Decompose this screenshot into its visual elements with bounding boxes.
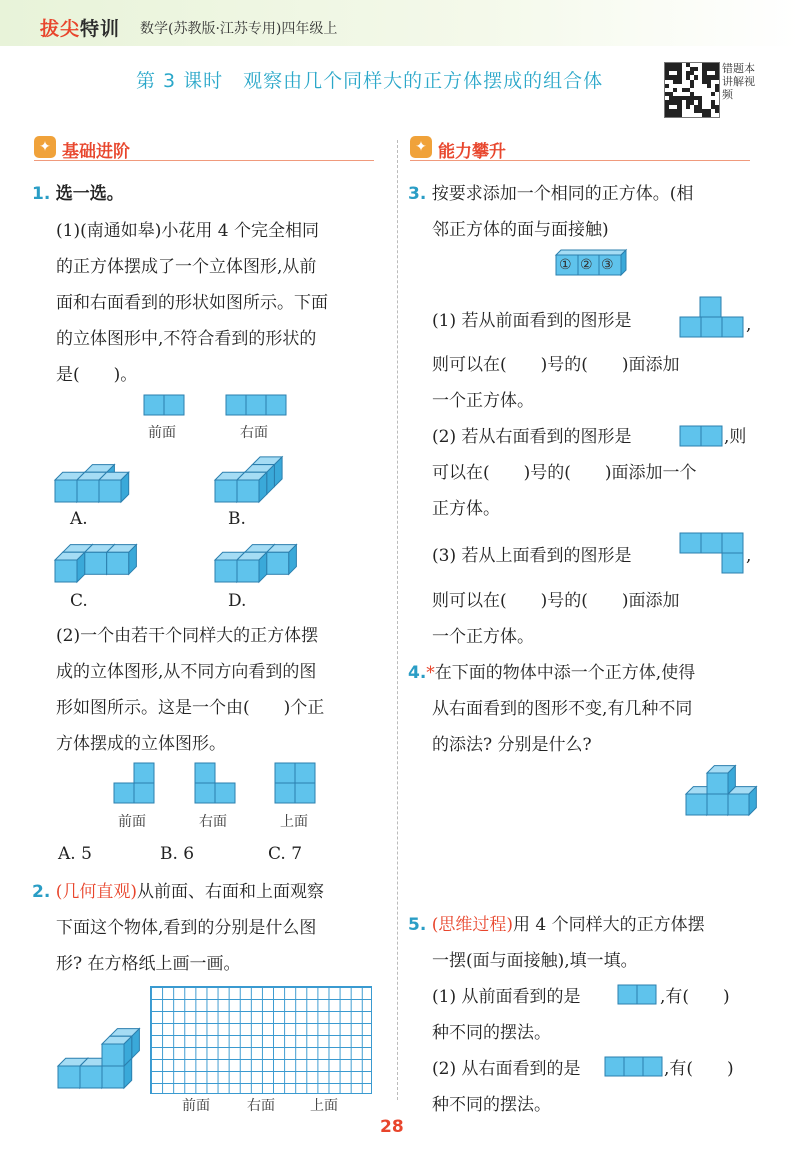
q3-p3-line: (3) 若从上面看到的图形是 (432, 546, 632, 566)
q5-p1-line: (1) 从前面看到的是 (432, 987, 581, 1007)
q5-p1-line: 种不同的摆法。 (432, 1023, 551, 1043)
cube-number-3: ③ (601, 257, 614, 273)
section-title-advanced: 能力攀升 (438, 142, 506, 162)
q1-p1-line: 的正方体摆成了一个立体图形,从前 (56, 257, 317, 277)
q4-line: 从右面看到的图形不变,有几种不同 (432, 699, 693, 719)
book-subject: 数学(苏教版·江苏专用)四年级上 (140, 21, 338, 37)
question-1-heading: 1. 选一选。 (32, 184, 124, 204)
qr-label: 错题本讲解视频 (722, 62, 755, 101)
q2-line: 形? 在方格纸上画一画。 (56, 954, 241, 974)
option-label[interactable]: A. 5 (58, 844, 92, 864)
q3-line: 邻正方体的面与面接触) (432, 220, 609, 240)
q5-p2-line: (2) 从右面看到的是 (432, 1059, 581, 1079)
question-3-line: 3. 按要求添加一个相同的正方体。(相 (408, 184, 694, 204)
view-label: 前面 (118, 814, 146, 830)
q1-p1-line: 的立体图形中,不符合看到的形状的 (56, 329, 317, 349)
brand-logo: 拔尖特训 (40, 18, 121, 40)
view-label: 右面 (240, 425, 268, 441)
question-4-line: 4.*在下面的物体中添一个正方体,使得 (408, 663, 696, 683)
q1-p1-line: 面和右面看到的形状如图所示。下面 (56, 293, 328, 313)
q3-p3-line: 一个正方体。 (432, 627, 534, 647)
option-label[interactable]: B. 6 (160, 844, 195, 864)
q1-answer-blank[interactable]: 是( )。 (56, 365, 138, 385)
q5-p1-blank[interactable]: ,有( ) (660, 987, 730, 1007)
grid-label: 右面 (247, 1098, 275, 1114)
option-label[interactable]: C. (70, 591, 88, 611)
comma: ,则 (724, 427, 747, 447)
section-title-basic: 基础进阶 (62, 142, 130, 162)
cube-number-2: ② (580, 257, 593, 273)
view-label: 上面 (280, 814, 308, 830)
comma: , (746, 315, 752, 335)
q3-p1-line: (1) 若从前面看到的图形是 (432, 311, 632, 331)
q1-p2-line: (2)一个由若干个同样大的正方体摆 (56, 626, 319, 646)
q1-p2-line: 方体摆成的立体图形。 (56, 734, 226, 754)
cube-number-1: ① (559, 257, 572, 273)
lesson-title: 第 3 课时 观察由几个同样大的正方体摆成的组合体 (136, 70, 604, 92)
option-label[interactable]: A. (70, 509, 88, 529)
question-5-line: 5. (思维过程)用 4 个同样大的正方体摆 (408, 915, 705, 935)
q3-p3-line[interactable]: 则可以在( )号的( )面添加 (432, 591, 680, 611)
q3-p2-line: (2) 若从右面看到的图形是 (432, 427, 632, 447)
q1-p1-line: (1)(南通如皋)小花用 4 个完全相同 (56, 221, 319, 241)
view-label: 前面 (148, 425, 176, 441)
q3-p2-line[interactable]: 可以在( )号的( )面添加一个 (432, 463, 697, 483)
option-label[interactable]: C. 7 (268, 844, 303, 864)
q3-p1-line: 一个正方体。 (432, 391, 534, 411)
climb-icon: ✦ (410, 136, 432, 158)
grid-label: 前面 (182, 1098, 210, 1114)
grid-label: 上面 (310, 1098, 338, 1114)
q3-p1-line[interactable]: 则可以在( )号的( )面添加 (432, 355, 680, 375)
q3-p2-line: 正方体。 (432, 499, 500, 519)
q5-line: 一摆(面与面接触),填一填。 (432, 951, 638, 971)
page-number: 28 (380, 1117, 404, 1137)
q4-line: 的添法? 分别是什么? (432, 735, 592, 755)
option-label[interactable]: D. (228, 591, 247, 611)
q1-p2-line: 成的立体图形,从不同方向看到的图 (56, 662, 317, 682)
q5-p2-line: 种不同的摆法。 (432, 1095, 551, 1115)
view-label: 右面 (199, 814, 227, 830)
q5-p2-blank[interactable]: ,有( ) (664, 1059, 734, 1079)
option-label[interactable]: B. (228, 509, 246, 529)
comma: , (746, 546, 752, 566)
running-icon: ✦ (34, 136, 56, 158)
q1-p2-line[interactable]: 形如图所示。这是一个由( )个正 (56, 698, 325, 718)
question-2-line: 2. (几何直观)从前面、右面和上面观察 (32, 882, 324, 902)
q2-line: 下面这个物体,看到的分别是什么图 (56, 918, 317, 938)
